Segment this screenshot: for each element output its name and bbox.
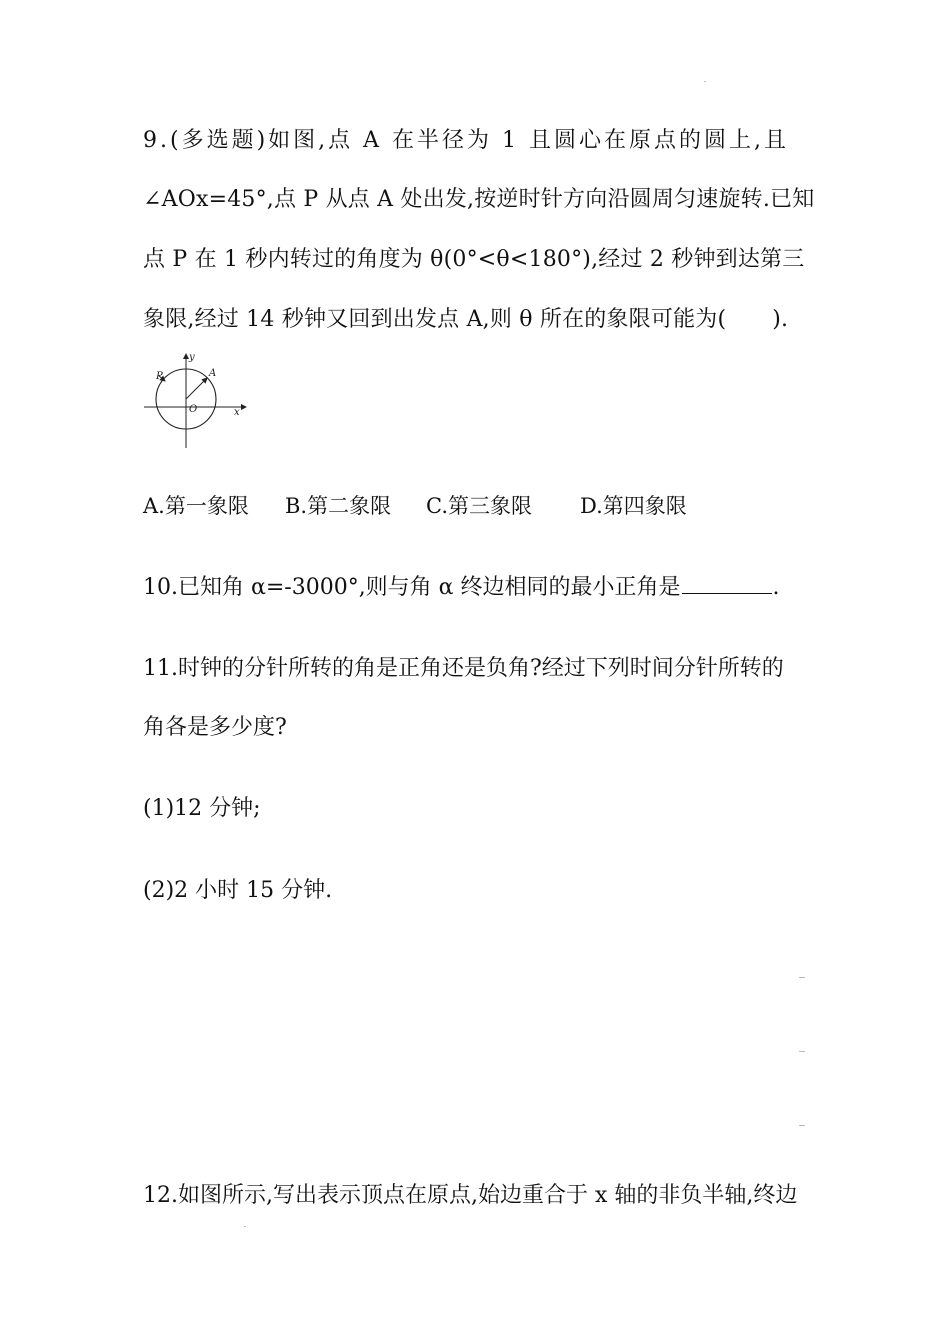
q9-line-2: ∠AOx=45°,点 P 从点 A 处出发,按逆时针方向沿圆周匀速旋转.已知 [143, 187, 815, 212]
choice-c: C.第三象限 [426, 494, 532, 518]
label-o: O [189, 404, 198, 415]
choice-d: D.第四象限 [580, 494, 687, 518]
scan-mark [799, 1125, 805, 1126]
q9-line-1: 9.(多选题)如图,点 A 在半径为 1 且圆心在原点的圆上,且 [143, 128, 790, 153]
choice-b: B.第二象限 [285, 494, 392, 518]
scan-mark [799, 1051, 805, 1052]
label-y: y [189, 352, 195, 363]
label-p: P [156, 371, 163, 382]
q11-part-1: (1)12 分钟; [143, 796, 261, 821]
q10-end: . [772, 575, 780, 600]
ray-oa [186, 378, 207, 399]
q12-line-1: 12.如图所示,写出表示顶点在原点,始边重合于 x 轴的非负半轴,终边 [143, 1183, 798, 1208]
q11-line-1: 11.时钟的分针所转的角是正角还是负角?经过下列时间分针所转的 [143, 656, 784, 681]
q9-line-4 [143, 305, 788, 335]
q9-line-4-text: 象限,经过 14 秒钟又回到出发点 A,则 θ 所在的象限可能为( [143, 307, 727, 332]
q10-text: 10.已知角 α=-3000°,则与角 α 终边相同的最小正角是 [143, 575, 681, 600]
scan-mark [704, 81, 706, 82]
unit-circle-svg [140, 352, 250, 452]
scan-mark [799, 977, 805, 978]
q9-line-4-end: ). [772, 307, 789, 332]
q11-line-2: 角各是多少度? [143, 715, 287, 740]
choice-a: A.第一象限 [143, 494, 249, 518]
label-x: x [234, 407, 240, 418]
scan-mark [244, 1226, 246, 1227]
q10-line [143, 573, 780, 603]
q9-line-3: 点 P 在 1 秒内转过的角度为 θ(0°<θ<180°),经过 2 秒钟到达第三 [143, 247, 805, 272]
unit-circle-figure [140, 352, 250, 452]
q11-part-2: (2)2 小时 15 分钟. [143, 878, 333, 903]
answer-blank [682, 573, 772, 594]
label-a: A [209, 368, 217, 379]
